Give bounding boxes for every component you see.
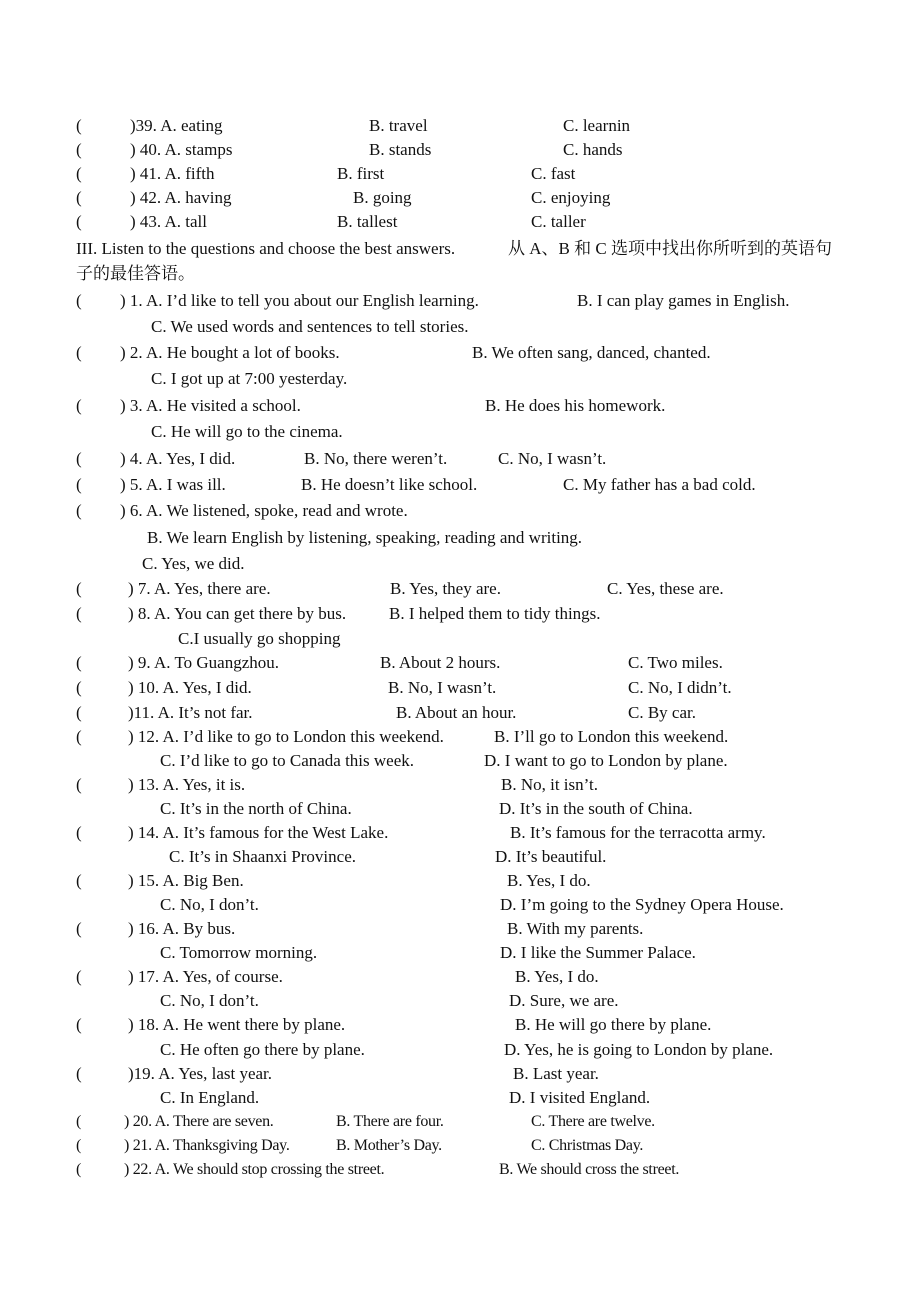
question-1: ) 1. A. I’d like to tell you about our English learning. xyxy=(120,291,479,310)
option-c: C. There are twelve. xyxy=(531,1113,655,1130)
option-c: C. Yes, we did. xyxy=(142,554,245,573)
question-18: ) 18. A. He went there by plane. xyxy=(128,1015,346,1034)
option-b: B. He does his homework. xyxy=(485,396,666,415)
answer-blank[interactable]: ( xyxy=(76,164,82,183)
option-c: C. It’s in Shaanxi Province. xyxy=(169,847,356,866)
option-b: B. We learn English by listening, speaking, reading and writing. xyxy=(147,528,583,547)
answer-blank[interactable]: ( xyxy=(76,703,82,722)
option-b: B. Mother’s Day. xyxy=(336,1137,442,1154)
question-41: ) 41. A. fifth xyxy=(130,164,215,183)
question-10: ) 10. A. Yes, I did. xyxy=(128,678,252,697)
option-d: D. Sure, we are. xyxy=(509,991,619,1010)
question-22: ) 22. A. We should stop crossing the street. xyxy=(124,1161,385,1178)
option-b: B. We often sang, danced, chanted. xyxy=(472,343,711,362)
option-b: B. No, I wasn’t. xyxy=(388,678,497,697)
option-c: C. learnin xyxy=(563,116,631,135)
question-43: ) 43. A. tall xyxy=(130,212,207,231)
option-b: B. He will go there by plane. xyxy=(515,1015,712,1034)
option-c: C. It’s in the north of China. xyxy=(160,799,352,818)
answer-blank[interactable]: ( xyxy=(76,775,82,794)
question-8: ) 8. A. You can get there by bus. xyxy=(128,604,347,623)
option-b: B. No, there weren’t. xyxy=(304,449,448,468)
option-c: C. He will go to the cinema. xyxy=(151,422,343,441)
question-17: ) 17. A. Yes, of course. xyxy=(128,967,283,986)
option-b: B. stands xyxy=(369,140,432,159)
answer-blank[interactable]: ( xyxy=(76,871,82,890)
answer-blank[interactable]: ( xyxy=(76,823,82,842)
answer-blank[interactable]: ( xyxy=(76,343,82,362)
option-d: D. It’s in the south of China. xyxy=(499,799,693,818)
option-b: B. Yes, I do. xyxy=(515,967,599,986)
option-b: B. I’ll go to London this weekend. xyxy=(494,727,729,746)
question-39: )39. A. eating xyxy=(130,116,223,135)
answer-blank[interactable]: ( xyxy=(76,1161,82,1178)
question-3: ) 3. A. He visited a school. xyxy=(120,396,301,415)
option-c: C. Christmas Day. xyxy=(531,1137,644,1154)
option-b: B. travel xyxy=(369,116,428,135)
question-21: ) 21. A. Thanksgiving Day. xyxy=(124,1137,290,1154)
option-d: D. Yes, he is going to London by plane. xyxy=(504,1040,774,1059)
option-d: D. I like the Summer Palace. xyxy=(500,943,696,962)
option-c: C. enjoying xyxy=(531,188,611,207)
option-c: C. No, I don’t. xyxy=(160,991,259,1010)
option-b: B. About 2 hours. xyxy=(380,653,501,672)
question-16: ) 16. A. By bus. xyxy=(128,919,236,938)
answer-blank[interactable]: ( xyxy=(76,727,82,746)
option-b: B. going xyxy=(353,188,412,207)
option-b: B. Yes, they are. xyxy=(390,579,501,598)
answer-blank[interactable]: ( xyxy=(76,396,82,415)
option-b: B. I can play games in English. xyxy=(577,291,790,310)
answer-blank[interactable]: ( xyxy=(76,653,82,672)
option-d: D. I visited England. xyxy=(509,1088,651,1107)
answer-blank[interactable]: ( xyxy=(76,449,82,468)
question-2: ) 2. A. He bought a lot of books. xyxy=(120,343,340,362)
option-d: D. It’s beautiful. xyxy=(495,847,607,866)
option-b: B. I helped them to tidy things. xyxy=(389,604,601,623)
answer-blank[interactable]: ( xyxy=(76,604,82,623)
answer-blank[interactable]: ( xyxy=(76,1064,82,1083)
option-b: B. Yes, I do. xyxy=(507,871,591,890)
option-b: B. He doesn’t like school. xyxy=(301,475,478,494)
option-c: C. hands xyxy=(563,140,623,159)
option-c: C. Yes, these are. xyxy=(607,579,724,598)
option-b: B. tallest xyxy=(337,212,398,231)
question-4: ) 4. A. Yes, I did. xyxy=(120,449,236,468)
option-c: C. I got up at 7:00 yesterday. xyxy=(151,369,348,388)
question-7: ) 7. A. Yes, there are. xyxy=(128,579,271,598)
option-d: D. I’m going to the Sydney Opera House. xyxy=(500,895,784,914)
option-c: C. Two miles. xyxy=(628,653,723,672)
answer-blank[interactable]: ( xyxy=(76,579,82,598)
option-b: B. No, it isn’t. xyxy=(501,775,598,794)
question-5: ) 5. A. I was ill. xyxy=(120,475,226,494)
option-c: C. taller xyxy=(531,212,586,231)
answer-blank[interactable]: ( xyxy=(76,188,82,207)
option-c: C. In England. xyxy=(160,1088,260,1107)
option-d: D. I want to go to London by plane. xyxy=(484,751,728,770)
question-9: ) 9. A. To Guangzhou. xyxy=(128,653,280,672)
answer-blank[interactable]: ( xyxy=(76,475,82,494)
option-c: C. No, I wasn’t. xyxy=(498,449,607,468)
answer-blank[interactable]: ( xyxy=(76,212,82,231)
answer-blank[interactable]: ( xyxy=(76,1113,82,1130)
option-c: C. I’d like to go to Canada this week. xyxy=(160,751,415,770)
answer-blank[interactable]: ( xyxy=(76,116,82,135)
question-42: ) 42. A. having xyxy=(130,188,232,207)
answer-blank[interactable]: ( xyxy=(76,140,82,159)
question-40: ) 40. A. stamps xyxy=(130,140,233,159)
option-c: C. fast xyxy=(531,164,576,183)
question-6: ) 6. A. We listened, spoke, read and wrote. xyxy=(120,501,408,520)
question-20: ) 20. A. There are seven. xyxy=(124,1113,274,1130)
option-c: C. No, I don’t. xyxy=(160,895,259,914)
section-heading: III. Listen to the questions and choose the best answers. xyxy=(76,239,456,258)
option-c: C. By car. xyxy=(628,703,696,722)
option-b: B. first xyxy=(337,164,385,183)
option-b: B. Last year. xyxy=(513,1064,599,1083)
option-b: B. About an hour. xyxy=(396,703,517,722)
option-b: B. It’s famous for the terracotta army. xyxy=(510,823,766,842)
answer-blank[interactable]: ( xyxy=(76,1015,82,1034)
question-14: ) 14. A. It’s famous for the West Lake. xyxy=(128,823,389,842)
question-11: )11. A. It’s not far. xyxy=(128,703,253,722)
answer-blank[interactable]: ( xyxy=(76,501,82,520)
answer-blank[interactable]: ( xyxy=(76,919,82,938)
answer-blank[interactable]: ( xyxy=(76,1137,82,1154)
option-c: C.I usually go shopping xyxy=(178,629,341,648)
option-c: C. We used words and sentences to tell stories. xyxy=(151,317,469,336)
option-c: C. He often go there by plane. xyxy=(160,1040,365,1059)
question-13: ) 13. A. Yes, it is. xyxy=(128,775,246,794)
question-12: ) 12. A. I’d like to go to London this weekend. xyxy=(128,727,444,746)
option-c: C. My father has a bad cold. xyxy=(563,475,756,494)
section-heading-cn: 从 A、B 和 C 选项中找出你所听到的英语句 xyxy=(508,239,832,258)
option-c: C. No, I didn’t. xyxy=(628,678,732,697)
question-15: ) 15. A. Big Ben. xyxy=(128,871,244,890)
answer-blank[interactable]: ( xyxy=(76,291,82,310)
option-b: B. With my parents. xyxy=(507,919,644,938)
answer-blank[interactable]: ( xyxy=(76,678,82,697)
option-c: C. Tomorrow morning. xyxy=(160,943,318,962)
section-heading-cn-cont: 子的最佳答语。 xyxy=(76,264,195,283)
question-19: )19. A. Yes, last year. xyxy=(128,1064,273,1083)
option-b: B. There are four. xyxy=(336,1113,444,1130)
answer-blank[interactable]: ( xyxy=(76,967,82,986)
option-b: B. We should cross the street. xyxy=(499,1161,680,1178)
